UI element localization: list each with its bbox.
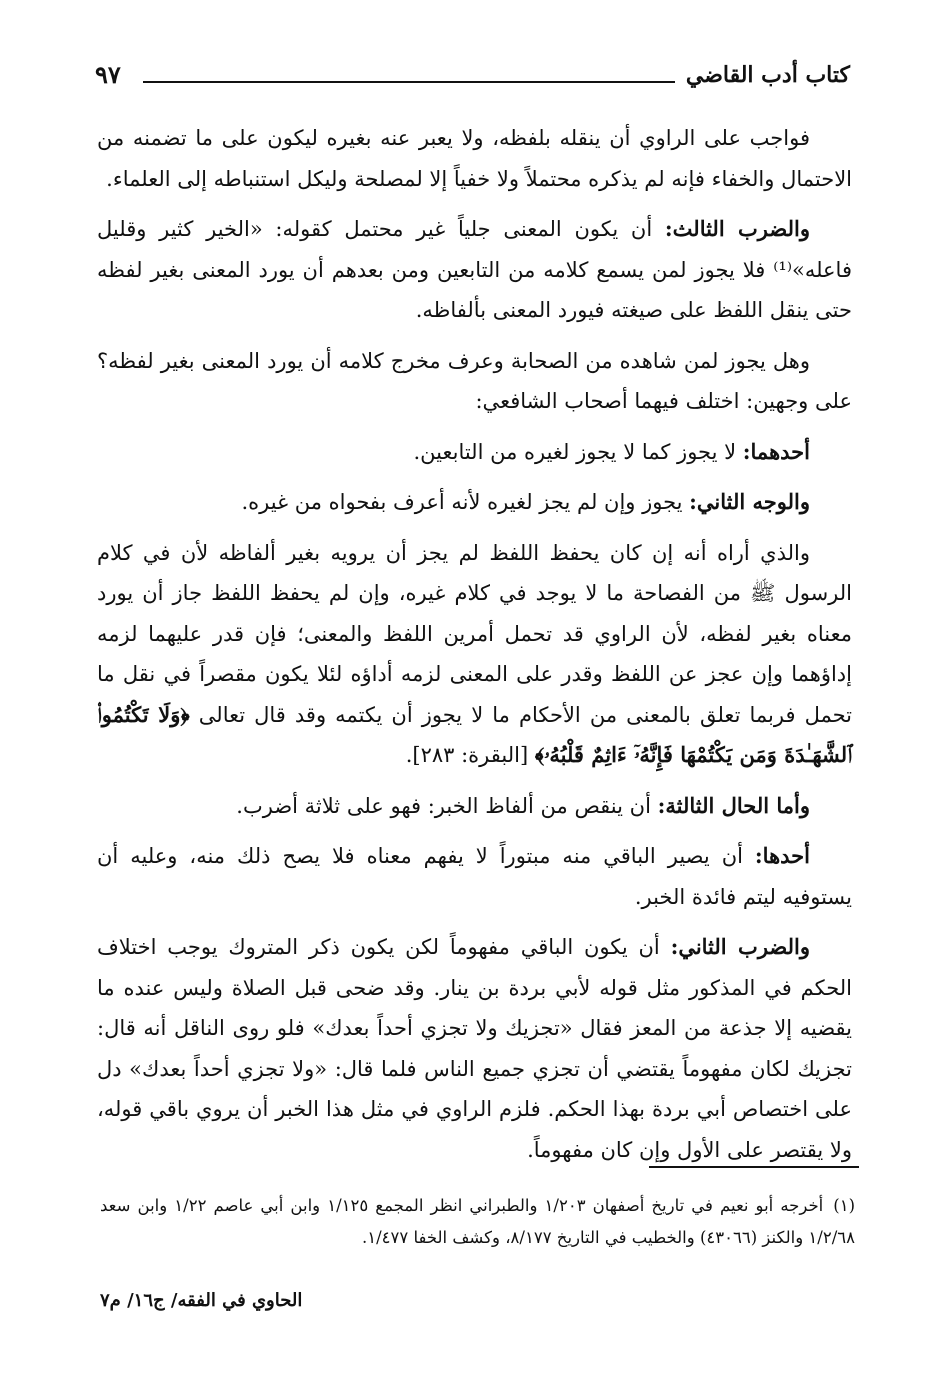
footnote-text: أخرجه أبو نعيم في تاريخ أصفهان ١/٢٠٣ والطبراني انظر المجمع ١/١٢٥ وابن أبي عاصم ١/٢٢ وابن سعد ١/٢/٦٨ والكنز (٤٣٠٦٦) والخطيب في التاريخ ٨/١٧٧، وكشف الخفا ١/٤٧٧. — [100, 1196, 855, 1247]
paragraph-lead: أحدهما: — [742, 438, 810, 464]
page-signature: الحاوي في الفقه/ ج١٦/ م٧ — [100, 1290, 303, 1311]
paragraph-lead: أحدها: — [754, 843, 810, 868]
book-title: كتاب أدب القاضي — [685, 62, 850, 88]
paragraph-text: أن يكون المعنى جلياً غير محتمل كقوله: «الخير كثير وقليل فاعله»⁽¹⁾ فلا يجوز لمن يسمع كلامه من التابعين ومن بعدهم أن يورد المعنى بغير لفظه حتى ينقل اللفظ على صيغته فيورد المعنى بألفاظه. — [97, 217, 852, 322]
paragraph-lead: وأما الحال الثالثة: — [657, 792, 810, 818]
footnote-number: (١) — [833, 1196, 856, 1215]
paragraph — [97, 118, 852, 199]
header-rule — [143, 81, 675, 83]
paragraph — [97, 432, 852, 473]
paragraph-text: أن ينقص من ألفاظ الخبر: فهو على ثلاثة أضرب. — [236, 793, 658, 818]
paragraph-text: والذي أراه أنه إن كان يحفظ اللفظ لم يجز أن يرويه بغير ألفاظه لأن في كلام الرسول ﷺ من الفصاحة ما لا يوجد في كلام غيره، وإن لم يحفظ اللفظ جاز أن يورد معناه بغير لفظه، لأن الراوي قد تحمل أمرين اللفظ والمعنى؛ فإن قدر عليهما لزمه إداؤهما وإن عجز عن اللفظ وقدر على المعنى لزمه أداؤه لئلا يكون مقصراً في نقل ما تحمل فربما تعلق بالمعنى من الأحكام ما لا يجوز أن يكتمه وقد قال تعالى — [97, 540, 853, 727]
paragraph — [97, 482, 852, 523]
page-header — [95, 60, 850, 100]
quran-verse: ﴿وَلَا تَكْتُمُوا۟ ٱلشَّهَـٰدَةَ وَمَن يَكْتُمْهَا فَإِنَّهُۥٓ ءَاثِمٌ قَلْبُهُۥ﴾ — [97, 701, 852, 767]
paragraph-text: لا يجوز كما لا يجوز لغيره من التابعين. — [413, 439, 743, 464]
main-text — [97, 118, 852, 1180]
paragraph-text: أن يصير الباقي منه مبتوراً لا يفهم معناه فلا يصح ذلك منه، وعليه أن يستوفيه ليتم فائدة الخبر. — [97, 844, 852, 909]
paragraph-text: يجوز وإن لم يجز لغيره لأنه أعرف بفحواه من غيره. — [241, 490, 690, 514]
paragraph — [97, 786, 852, 827]
footnote — [100, 1190, 855, 1254]
verse-reference: [البقرة: ٢٨٣]. — [405, 743, 535, 767]
page-number: ٩٧ — [95, 60, 121, 89]
paragraph — [97, 927, 852, 1170]
paragraph — [97, 836, 852, 917]
paragraph — [97, 209, 852, 331]
paragraph — [97, 533, 852, 776]
footnote-separator — [649, 1166, 859, 1168]
paragraph-text: فواجب على الراوي أن ينقله بلفظه، ولا يعبر عنه بغيره ليكون على ما تضمنه من الاحتمال والخفاء فإنه لم يذكره محتملاً ولا خفياً إلا لمصلحة وليكل استنباطه إلى العلماء. — [97, 126, 852, 191]
paragraph-lead: والضرب الثالث: — [664, 216, 810, 241]
paragraph-text: أن يكون الباقي مفهوماً لكن يكون ذكر المتروك يوجب اختلاف الحكم في المذكور مثل قوله لأبي بردة بن ينار. وقد ضحى قبل الصلاة وليس عنده ما يقضيه إلا جذعة من المعز فقال «تجزيك ولا تجزي أحداً بعدك» فلو روى الناقل أنه قال: تجزيك لكان مفهوماً يقتضي أن تجزي جميع الناس فلما قال: «ولا تجزي أحداً بعدك» دل على اختصاص أبي بردة بهذا الحكم. فلزم الراوي في مثل هذا الخبر أن يروي باقي قوله، ولا يقتصر على الأول وإن كان مفهوماً. — [97, 935, 852, 1162]
paragraph-lead: والضرب الثاني: — [670, 934, 810, 959]
paragraph — [97, 341, 852, 422]
paragraph-text: وهل يجوز لمن شاهده من الصحابة وعرف مخرج كلامه أن يورد المعنى بغير لفظه؟ على وجهين: اختلف فيهما أصحاب الشافعي: — [97, 348, 852, 413]
paragraph-lead: والوجه الثاني: — [689, 489, 810, 514]
